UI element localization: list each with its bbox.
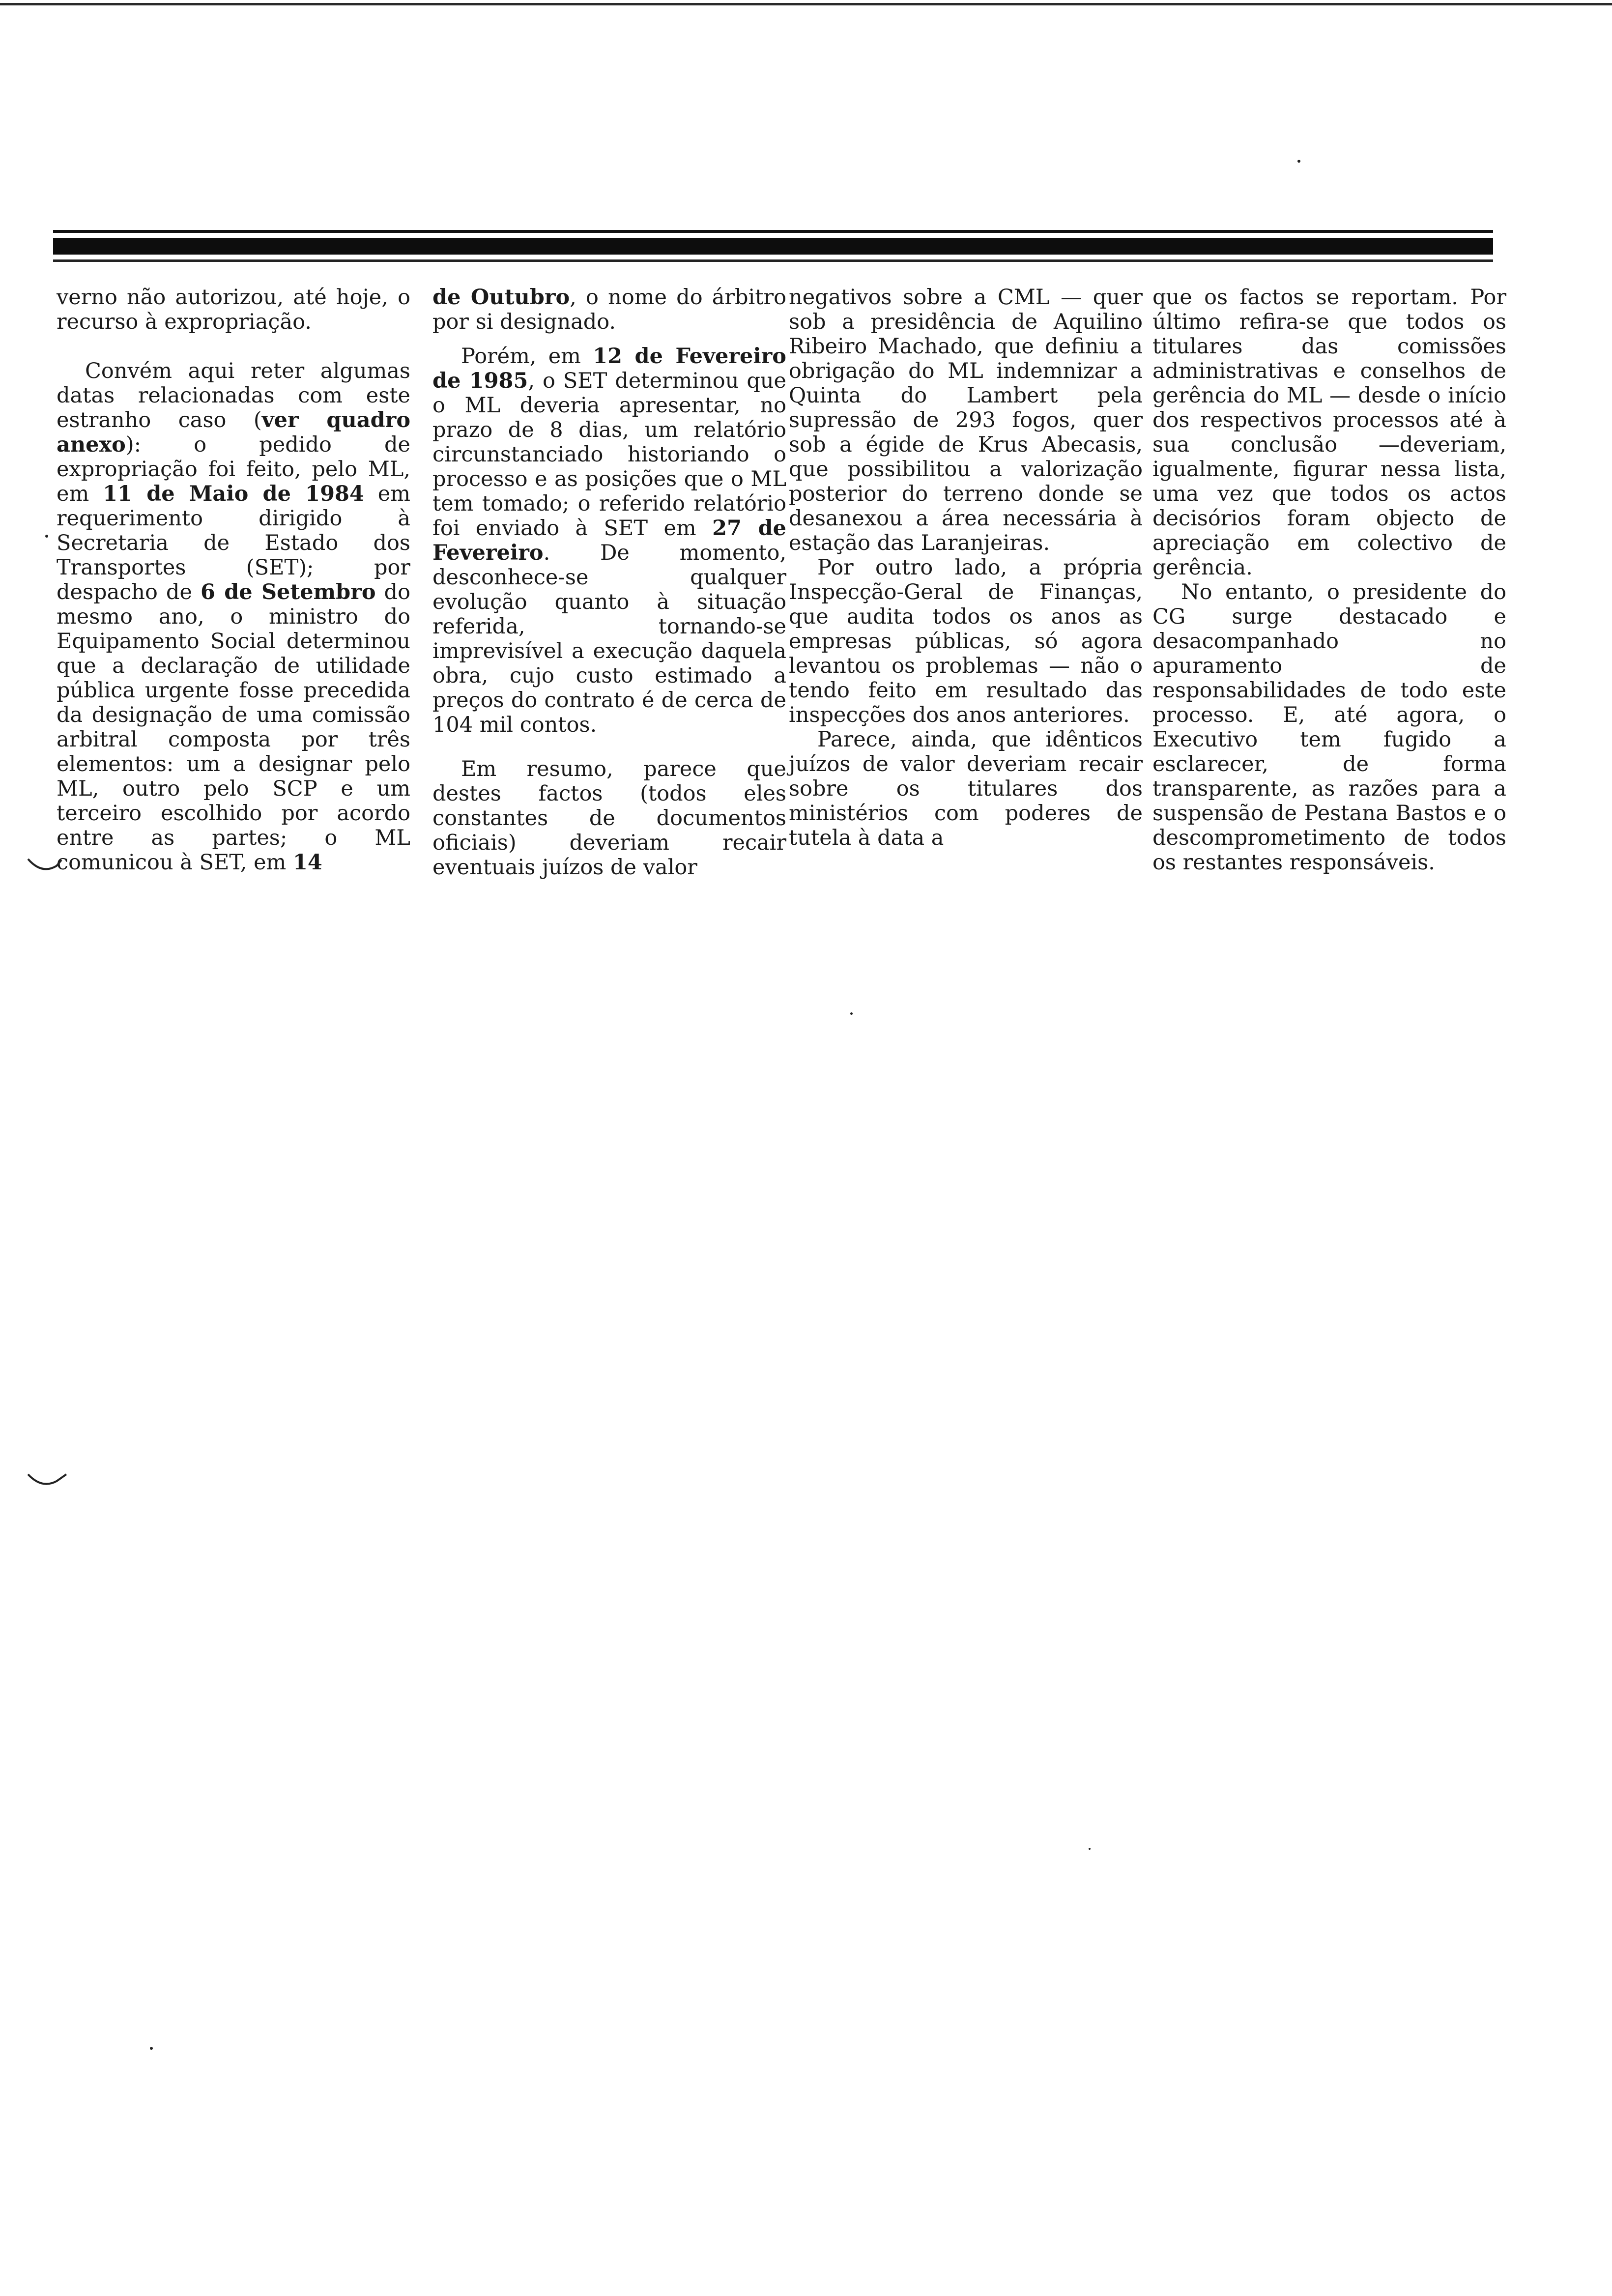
col2-paragraph-3: Em resumo, parece que destes factos (todos eles constantes de documentos oficiais) deveriam recair eventuais juízos de valor <box>432 757 786 880</box>
scan-speck <box>45 535 48 538</box>
article-column-1 <box>57 285 410 875</box>
col3-paragraph-2: Por outro lado, a própria Inspecção-Geral de Finanças, que audita todos os anos as empresas públicas, só agora levantou os problemas — não o tendo feito em resultado das inspecções dos anos anteriores. <box>789 555 1143 727</box>
col3-paragraph-1: negativos sobre a CML — quer sob a presidência de Aquilino Ribeiro Machado, que definiu a obrigação do ML indemnizar a Quinta do Lambert pela supressão de 293 fogos, quer sob a égide de Krus Abecasis, que possibilitou a valorização posterior do terreno donde se desanexou a área necessária à estação das Laranjeiras. <box>789 285 1143 555</box>
page-top-edge <box>0 3 1612 5</box>
col3-paragraph-3: Parece, ainda, que idênticos juízos de valor deveriam recair sobre os titulares dos ministérios com poderes de tutela à data a <box>789 727 1143 850</box>
scan-mark-icon <box>27 855 71 875</box>
col1-paragraph-1: verno não autorizou, até hoje, o recurso à expropriação. <box>57 285 410 334</box>
scan-mark-icon <box>27 1469 71 1489</box>
col4-paragraph-2: No entanto, o presidente do CG surge destacado e desacompanhado no apuramento de responsabilidades de todo este processo. E, até agora, o Executivo tem fugido a esclarecer, de forma transparente, as razões para a suspensão de Pestana Bastos e o descomprometimento de todos os restantes responsáveis. <box>1152 580 1506 875</box>
scan-speck <box>850 1012 853 1015</box>
scan-speck <box>1297 160 1300 163</box>
scan-speck <box>1089 1848 1091 1850</box>
header-rule <box>53 230 1493 269</box>
scan-speck <box>150 2047 153 2050</box>
col2-paragraph-2: Porém, em 12 de Fevereiro de 1985, o SET determinou que o ML deveria apresentar, no prazo de 8 dias, um relatório circunstanciado historiando o processo e as posições que o ML tem tomado; o referido relatório foi enviado à SET em 27 de Fevereiro. De momento, desconhece-se qualquer evolução quanto à situação referida, tornando-se imprevisível a execução daquela obra, cujo custo estimado a preços do contrato é de cerca de 104 mil contos. <box>432 344 787 737</box>
col2-paragraph-1: de Outubro, o nome do árbitro por si designado. <box>432 285 786 334</box>
article-column-3 <box>789 285 1143 850</box>
col4-paragraph-1: que os factos se reportam. Por último refira-se que todos os titulares das comissões administrativas e conselhos de gerência do ML — desde o início dos respectivos processos até à sua conclusão —deveriam, igualmente, figurar nessa lista, uma vez que todos os actos decisórios foram objecto de apreciação em colectivo de gerência. <box>1152 285 1506 580</box>
article-column-2 <box>432 285 786 880</box>
article-column-4 <box>1152 285 1506 875</box>
col1-paragraph-2: Convém aqui reter algumas datas relacionadas com este estranho caso (ver quadro anexo): o pedido de expropriação foi feito, pelo ML, em 11 de Maio de 1984 em requerimento dirigido à Secretaria de Estado dos Transportes (SET); por despacho de 6 de Setembro do mesmo ano, o ministro do Equipamento Social determinou que a declaração de utilidade pública urgente fosse precedida da designação de uma comissão arbitral composta por três elementos: um a designar pelo ML, outro pelo SCP e um terceiro escolhido por acordo entre as partes; o ML comunicou à SET, em 14 <box>57 359 410 875</box>
